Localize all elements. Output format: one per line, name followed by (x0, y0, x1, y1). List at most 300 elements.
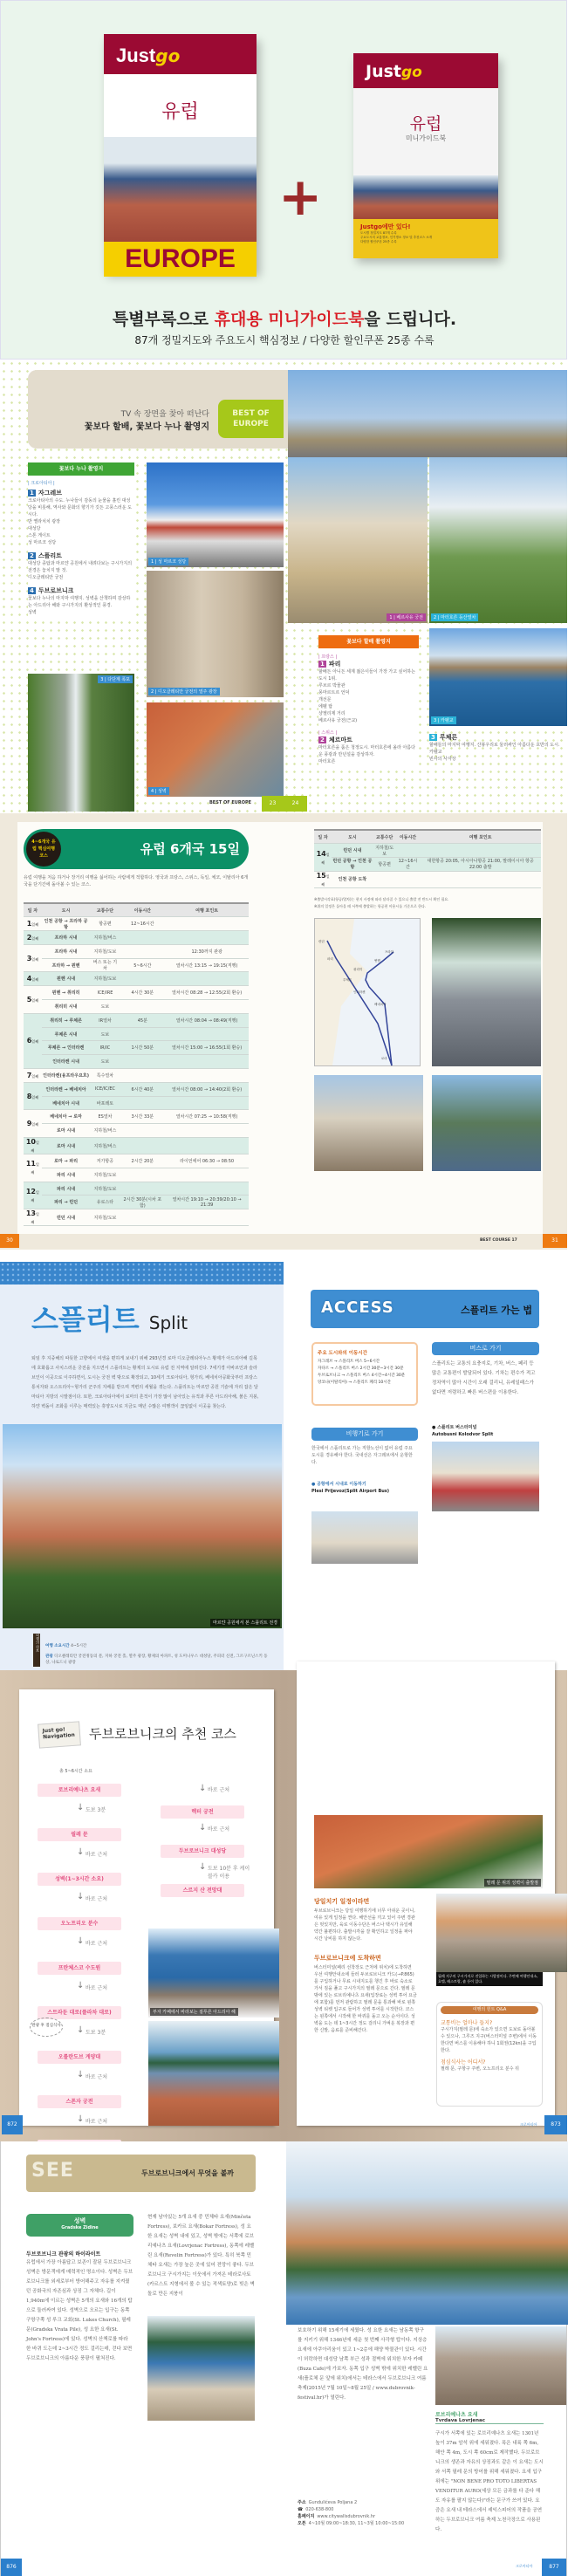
table-row (24, 1082, 249, 1096)
qa-question: 교통비는 얼마나 들지? (441, 2020, 493, 2026)
split-body: 퇴임 후 지중해의 따뜻한 고향에서 여생을 편하게 보내기 위해 293년경 로마 디오클레티아누스 황제가 아드리아해 길목에 호화롭고 사치스러운 궁전을 지으면서 스플리트는 황제의 도시로 유럽 전 지역에 알려진다. 7세기경 아바르인과 슬라브인이 이곳으로 이주하면서, 도시는 궁전 벽 밖으로 확장되고, 10세기 크로아티아, 헝가리, 베네치아공화국부터 프랑스 통치자와 오스트리아~헝가리 군주의 지배를 받으며 격변의 세월을 겪는다. 스플리트는 마르얀 공원 기슭에 자리 잡은 달마티아 지방의 시발점이다. 또한, 크로아티아에서 로마의 흔적이 가장 많이 남아있는 유적과 푸른 아드리아해, 붉은 지붕, 하얀 벽돌이 조화를 이루는 매력있는 휴양도시로 지금도 매년 수많은 여행객이 끊임없이 이곳을 찾는다. (31, 1356, 259, 1409)
info-row (298, 2499, 428, 2506)
item-name (28, 552, 134, 560)
tip-key: 여행 소요시간 (45, 1644, 70, 1648)
course-total: 총 5~6시간 소요 (59, 1769, 92, 1774)
right-bar: 꽃보다 할배 촬영지 (318, 635, 419, 648)
item-desc: 마터호른을 품은 청정도시. 마터호른에 올라 아름다운 풍광과 만년설을 감상하자. (318, 745, 415, 757)
tag-line: Just go! (42, 1726, 66, 1735)
page-number: 877 (542, 2559, 566, 2576)
item-title: 스플리트 (38, 552, 62, 559)
airport-sub: Plesi Prijevoz(Split Airport Bus) (311, 1489, 390, 1494)
mini-yellow-band (353, 219, 498, 258)
item-desc: 할배들의 마지막 여행지. 산봉우리로 둘러싸인 아름다운 호반의 도시. (429, 743, 560, 748)
day-suffix: 일째 (31, 956, 39, 962)
mini-title: 유럽 (409, 114, 442, 134)
time-cell: 3시간 33분 (120, 1110, 165, 1124)
transport-cell: 지하철/도보 (90, 1168, 120, 1182)
info-key: 홈페이지 (298, 2514, 315, 2519)
course-stop: 오노프리오 분수 (38, 1917, 121, 1930)
transport-cell: 유로스타 (90, 1196, 120, 1209)
see-col4: 구시가 서쪽에 있는 로브리예나츠 요새는 1301년 높이 37m 암석 위에 세워졌다. 폭은 내륙 쪽 6m, 해안 쪽 4m, 도시 쪽 60cm로 제작했다. 두브로브니크의 생존과 자유의 상징과도 같은 이 요새는 도시와 서쪽 필레 문의 방어를 위해 세워졌다. 요새 입구 위에는 "NON BENE PRO TOTO LIBERTAS VENDITUR AURO(세상 모든 금과를 다 준다 해도 자유를 팔지 않는다)"라는 문구가 쓰여 있다. 요즘은 요새 내 테라스에서 셰익스피어의 작품을 공연하는 두브로브니크 여름 축제 노천극장으로 사용된다. (435, 2431, 544, 2532)
headline-highlight: 휴대용 미니가이드북 (214, 310, 365, 329)
city-cell: 인터라켄 → 베네치아 (42, 1082, 91, 1096)
mini-point: 도시별 정밀지도 87개 수록 (360, 231, 397, 235)
transport-cell: 저가항공 (90, 1154, 120, 1168)
day-cell (24, 1209, 42, 1226)
footer-right: BEST COURSE 17 (480, 1238, 517, 1243)
item-point: 마터호른 (318, 759, 336, 764)
photo-split-panorama (3, 1424, 282, 1628)
access-logo: ACCESS (321, 1298, 394, 1317)
tip-value: 디오클레티안 궁전정동의 문, 지하 궁전 홀, 열주 광장, 황제의 아파트, 성 도미니우스 대성당, 주피터 신전, 그르구르닌스키 동상, 나로드니 광장 (45, 1655, 268, 1665)
page-number: 873 (544, 2115, 567, 2134)
table-row (24, 1209, 249, 1226)
main-book-cover (104, 34, 257, 273)
item-point: 베르사유 궁전(근교) (318, 718, 358, 723)
qa-question: 점심식사는 어디서? (441, 2059, 486, 2066)
day-number: 6 (26, 1037, 32, 1045)
day-suffix: 일째 (31, 935, 39, 941)
item-title: 루체른 (439, 734, 458, 741)
time-cell (120, 1182, 165, 1196)
course-stop: 필레 문 (38, 1828, 121, 1841)
table-row (24, 1196, 249, 1209)
split-title-en: Split (148, 1312, 188, 1333)
item-title: 두브로브니크 (38, 587, 74, 594)
course-stop: 두브로브니크 대성당 (161, 1845, 244, 1858)
map-city-label: 루체른 (343, 978, 352, 982)
see-header (26, 2155, 256, 2192)
city-cell: 런던 시내 (332, 844, 373, 858)
item-name (318, 660, 419, 668)
itinerary-table-continued (314, 829, 541, 888)
city-cell: 로마 → 파리 (42, 1154, 91, 1168)
time-cell: 1시간 50분 (120, 1041, 165, 1055)
column-header: 교통수단 (373, 830, 396, 844)
table-row (24, 972, 249, 986)
mini-book-cover (353, 53, 498, 256)
city-cell: 파리 시내 (42, 1182, 91, 1196)
point-cell: 라이언에어 06:30 → 08:50 (165, 1154, 249, 1168)
terminal-en: Autobusni Kolodvor Split (432, 1432, 494, 1437)
item-title: 파리 (328, 661, 341, 668)
mini-point: 다양한 할인쿠폰 25종 수록 (360, 240, 397, 243)
table-row (24, 1000, 249, 1014)
transport-cell: 항공편 (90, 917, 120, 931)
city-cell: 루체른 → 인터라켄 (42, 1041, 91, 1055)
item-subtitle: 두브로브니크 관광의 하이라이트 (26, 2251, 101, 2257)
item-number: 3 (431, 734, 435, 741)
note: ※위의 일정은 돌아올 때 서쪽에 출발하는 항공편 이용시를 기준으로 한다. (314, 904, 427, 908)
map-city-label: 로마 (381, 1057, 387, 1060)
see-col3: 보호하기 위해 15세기에 세웠다. 성 요한 요새는 남동쪽 항구를 지키기 위해 1346년에 세운 첫 번째 사각형 탑이다. 지상층 요새에 아쿠아리움이 있고 1~2층에 해양 박물관이 있다. 시간이 허락하면 대성당 남쪽 부근 성곽 절벽에 위치한 부자 카페(Buza Cafe)에 가보자. 동쪽 입구 성벽 밖에 위치한 레벨린 요새(플로체 문 앞에 위치)에서는 테라스에서 두브로브니크 여름축제(2015년 7월 10일~8월 25일 / www.dubrovnik-festival.hr)가 열린다. (298, 2328, 428, 2401)
day-suffix: 일째 (31, 1094, 39, 1100)
item2-title-ko: 로브리예나츠 요새 (435, 2412, 478, 2418)
kicker: TV 속 장면을 찾아 떠난다 (120, 410, 209, 419)
table-row (24, 958, 249, 972)
day-suffix: 일째 (31, 1122, 39, 1127)
mini-point: 주요도시의 교통정보, 인기명소 정보 및 추천코스 소개 (360, 236, 433, 239)
table-row (24, 1096, 249, 1110)
travel-time-line: 앙코나(이탈리아) → 스플리트 페리 10시간 (318, 1380, 391, 1385)
table-row (24, 1069, 249, 1083)
item-point: 반 옐라치치 광장 (28, 519, 60, 524)
photo-diocletian (147, 571, 284, 697)
access-title: 스플리트 가는 법 (460, 1305, 532, 1316)
city-cell: 프라하 → 뮌헨 (42, 958, 91, 972)
point-cell: 열차시간 08:00 → 14:40(2회 환승) (165, 1082, 249, 1096)
spread-itinerary (0, 813, 567, 1250)
table-row (24, 931, 249, 945)
item-number: 2 (320, 736, 325, 743)
mini-subtitle: 미니가이드북 (405, 134, 447, 142)
terminal-title: ● 스플리트 버스터미널 (432, 1425, 477, 1430)
item-number: 1 (320, 661, 325, 668)
transport-cell: 지하철/버스 (90, 1138, 120, 1154)
course-stop: 프란체스코 수도원 (38, 1962, 121, 1975)
point-cell (165, 931, 249, 945)
day-cell (314, 844, 332, 872)
filming-site (28, 489, 134, 546)
travel-time-box (311, 1342, 418, 1406)
city-cell: 베네치아 → 로마 (42, 1110, 91, 1124)
city-cell: 런던 공항 → 인천 공항 (332, 859, 373, 871)
subline: 87개 정밀지도와 주요도시 핵심정보 / 다양한 할인쿠폰 25종 수록 (134, 334, 435, 346)
item-desc: 대성당 종탑과 마르얀 공원에서 내려다보는 구시가지의 전경은 놓치지 말 것. (28, 561, 133, 573)
arrow-down-icon: ↓ (199, 1862, 207, 1872)
day-suffix: 일째 (31, 1141, 39, 1154)
course-transfer: 바로 근처 (86, 2119, 108, 2125)
day-number: 4 (26, 975, 32, 983)
map-city-label: 인터라켄 (353, 990, 366, 994)
spread-title: 꽃보다 할배, 꽃보다 누나 촬영지 (84, 422, 209, 432)
daytrip-title: 당일치기 일정이라면 (314, 1898, 370, 1905)
info-value: 4~10월 09:00~18:30, 11~3월 10:00~15:00 (308, 2521, 405, 2526)
page-number: 24 (284, 796, 307, 812)
route-map (314, 918, 421, 1066)
page-number: 872 (2, 2115, 23, 2134)
city-cell: 뮌헨 시내 (42, 972, 91, 986)
transport-cell: IR/IC (90, 1041, 120, 1055)
course-title: 두브로브니크의 추천 코스 (89, 1726, 236, 1742)
spread-see (0, 2141, 567, 2576)
page-right-label: 크로아티아 (520, 2122, 537, 2127)
photo-city-walls (147, 702, 284, 797)
point-cell (165, 1055, 249, 1069)
filming-site (318, 730, 419, 765)
point-cell: 열차시간 19:10 → 20:39/20:10 → 21:39 (165, 1196, 249, 1209)
headline (1, 306, 568, 330)
point-cell (165, 917, 249, 931)
tips-label: 여행의 힌트 (33, 1634, 40, 1667)
course-transfer: 바로 근처 (86, 1941, 108, 1947)
column-header: 이동시간 (120, 903, 165, 917)
transport-cell: 지하철/도보 (90, 944, 120, 958)
note: ※출발시각표(항공/열차)는 현지 사정에 따라 달라질 수 있으니 출발 전 반드시 확인 필요. (314, 897, 449, 901)
info-row (298, 2513, 428, 2520)
course-stop: 로브리예나츠 요새 (38, 1784, 121, 1797)
access-header (311, 1290, 539, 1328)
city-cell: 루체른 시내 (42, 1027, 91, 1041)
item-title-en: Gradske Zidine (61, 2225, 99, 2230)
info-value: www.citywallsdubrovnik.hr (317, 2514, 376, 2519)
column-header: 도시 (332, 830, 373, 844)
photo-city-1 (314, 1075, 423, 1171)
day-suffix: 일째 (31, 1073, 39, 1079)
city-cell: 인천 공항 → 프라하 공항 (42, 917, 91, 931)
spread-course (0, 1670, 567, 2141)
course-transfer: 바로 근처 (86, 2074, 108, 2080)
arrow-down-icon: ↓ (77, 1803, 85, 1812)
transport-cell: 지하철/도보 (373, 844, 396, 858)
day-suffix: 일째 (31, 1039, 39, 1045)
photo-lokrum (148, 2021, 279, 2126)
course-transfer: 도보 3분 (86, 1807, 106, 1813)
caption: 2 | 마터호른 등산열차 (431, 613, 478, 621)
itinerary-title: 유럽 6개국 15일 (140, 841, 240, 857)
course-transfer: 바로 근처 (86, 1852, 108, 1858)
transport-cell: 지하철/도보 (90, 1182, 120, 1196)
caption: 4 | 성벽 (148, 787, 169, 795)
split-title-ko: 스플리트 (31, 1303, 140, 1336)
info-key: 주소 (298, 2500, 306, 2505)
time-cell (120, 972, 165, 986)
map-city-label: 파리 (327, 957, 333, 961)
day-cell (314, 871, 332, 887)
route-map-lines (315, 919, 420, 1065)
page-right-label: 크로아티아 (516, 2564, 533, 2568)
item-point: 샹젤리제 거리 (318, 711, 346, 716)
see-col1: 유럽에서 가장 아름답고 보존이 잘된 두브로브니크 성벽은 방문객에게 매력적인 명소이다. 성벽은 두브로브니크를 외세로부터 방어해주고 자유를 지켜줬던 공화국의 자존심과 상징 그 자체다. 길이 1,940m에 이르는 성벽은 5개의 요새와 16개의 탑으로 둘러싸여 있다. 성벽으로 오르는 입구는 동쪽 구항구쪽 성 루크 교회(St. Lukes Church), 필레 문(Gradska Vrata Pile), 성 요한 요새(St. John's Fortress)에 있다. 성벽의 산책로를 따라 한 바퀴 도는데 2~3시간 정도 걸리는데, 걷다 보면 두브로브니크의 아름다운 풍광이 펼쳐진다. (26, 2260, 133, 2361)
item-point: 개선문 (318, 697, 332, 702)
day-number: 10 (25, 1138, 36, 1147)
time-cell: 12~16시간 (396, 858, 421, 872)
day-cell (24, 972, 42, 986)
item-title: 체르마트 (328, 736, 352, 743)
city-cell: 취리히 시내 (42, 1000, 91, 1014)
itinerary-badge: 4~6개국 유럽 핵심여행 코스 (26, 832, 61, 867)
arrow-down-icon: ↓ (77, 1936, 85, 1946)
transport-cell: 도보 (90, 1055, 120, 1069)
day-cell (24, 1013, 42, 1068)
day-suffix: 일째 (31, 1212, 39, 1225)
time-cell (120, 1055, 165, 1069)
plus-icon: + (278, 167, 323, 228)
brand-go: go (155, 45, 181, 66)
footer-left: BEST OF EUROPE (209, 800, 252, 805)
point-cell (165, 1138, 249, 1154)
transport-cell: 도보 (90, 1000, 120, 1014)
cover-photo (104, 137, 257, 242)
point-cell (165, 1124, 249, 1138)
photo-airport (311, 1511, 418, 1564)
info-value: 020-638-800 (305, 2507, 334, 2512)
time-cell: 5~6시간 (120, 958, 165, 972)
day-number: 15 (316, 871, 326, 880)
tip-key: 관광 (45, 1655, 53, 1659)
day-cell (24, 1154, 42, 1182)
point-cell (420, 844, 541, 858)
point-cell: 열차시간 08:04 → 08:49(직행) (165, 1013, 249, 1027)
day-number: 5 (26, 996, 32, 1004)
point-cell: 열차시간 08:28 → 12:55(2회 환승) (165, 986, 249, 1000)
day-cell (24, 1069, 42, 1083)
transport-cell: 항공편 (373, 858, 396, 872)
city-cell: 인천 공항 도착 (332, 871, 373, 887)
day-cell (24, 1138, 42, 1154)
caption: 부자 카페에서 바라보는 짙푸른 아드리아 해 (150, 2008, 238, 2016)
transport-cell: ICE/IRE (90, 986, 120, 1000)
map-city-label: 프라하 (385, 950, 394, 954)
time-cell: 4시간 30분 (120, 986, 165, 1000)
photo-buza-cafe (148, 1929, 279, 2018)
filming-site (28, 552, 134, 581)
navigation-tag (38, 1721, 81, 1748)
photo-pile-square (436, 1894, 567, 1972)
day-cell (24, 1082, 42, 1110)
point-cell (165, 1027, 249, 1041)
item-point: 에펠 탑 (318, 704, 333, 709)
city-cell: 런던 시내 (42, 1209, 91, 1226)
info-key: ☎ (298, 2507, 304, 2512)
qa-answer: 필레 문, 구항구 주변, 오노프리오 분수 뒤 (441, 2066, 519, 2072)
course-stop: 오를란도브 게양대 (38, 2051, 121, 2064)
caption: 3 | 다단계 폭포 (98, 675, 133, 683)
caption: 3 | 카펠교 (431, 716, 456, 724)
time-cell (396, 844, 421, 858)
mini-slogan: Justgo에만 있다! (360, 223, 411, 230)
transport-cell: ES열차 (90, 1110, 120, 1124)
course-transfer: 도보 3분 (86, 2030, 106, 2036)
item-name (28, 586, 134, 595)
column-header: 여행 포인트 (420, 830, 541, 844)
mini-brand-just: Just (366, 62, 401, 81)
right-item-list (318, 654, 419, 765)
city-cell: 인터라켄 시내 (42, 1055, 91, 1069)
city-cell: 프라하 시내 (42, 931, 91, 945)
time-cell (120, 931, 165, 945)
transport-cell: 지하철/버스 (90, 931, 120, 945)
itinerary-intro: 유럽 여행을 처음 하거나 장거리 여행을 싫어하는 사람에게 적합하다. 영국과 프랑스, 스위스, 독일, 체코, 이탈리아 6개국을 단기간에 돌아볼 수 있는 코스. (24, 875, 249, 887)
travel-time-line: 자그레브 → 스플리트 버스 5~6시간 (318, 1360, 380, 1364)
item-desc: 꽃보다 누나의 마지막 여행지. 성벽을 산책하며 감상하는 아드리아 해와 구시가지의 환상적인 풍경. (28, 596, 131, 608)
day-number: 7 (26, 1071, 32, 1079)
photo-dubrovnik-coast (286, 2141, 568, 2325)
photo-versailles (288, 457, 428, 623)
course-stop: 스트라둔 대로(플라차 대로) (38, 2006, 121, 2019)
table-row (24, 1182, 249, 1196)
photo-pile-gate (314, 1815, 543, 1888)
city-cell: 파리 → 런던 (42, 1196, 91, 1209)
day-cell (24, 1182, 42, 1209)
spread-best-of-europe (0, 360, 567, 813)
itinerary-table (24, 902, 249, 1226)
qa-box (436, 2002, 543, 2107)
arrow-down-icon: ↓ (199, 1823, 207, 1833)
table-row (24, 1027, 249, 1041)
column-header: 여행 포인트 (165, 903, 249, 917)
travel-time-line: 자다르 → 스플리트 버스 2시간 30분~3시간 30분 (318, 1367, 404, 1371)
item-desc: 크로아티아의 수도. 누나들이 감동의 눈물을 흘린 대성당을 비롯해, 역사와 문화의 향기가 깃든 고풍스러운 도시다. (28, 498, 132, 517)
day-cell (24, 1110, 42, 1138)
day-suffix: 일째 (31, 1189, 39, 1202)
day-suffix: 일째 (31, 977, 39, 983)
mini-cover-photo (353, 175, 498, 219)
point-cell (420, 871, 541, 887)
item-number: 1 (30, 490, 34, 497)
transport-cell: 도보 (90, 1027, 120, 1041)
item-point: 카펠교 (429, 750, 442, 755)
time-cell: 6시간 40분 (120, 1082, 165, 1096)
star-band (0, 1262, 284, 1285)
tag-line: Navigation (42, 1731, 76, 1741)
time-cell (120, 944, 165, 958)
day-cell (24, 944, 42, 972)
table-row (24, 944, 249, 958)
time-cell (120, 1138, 165, 1154)
spread-split (0, 1250, 567, 1670)
item-point: 대성당 (28, 526, 41, 531)
arrow-down-icon: ↓ (77, 1981, 85, 1990)
time-cell: 2시간 20분 (120, 1154, 165, 1168)
daytrip-text: 두브로브니크는 당일 여행하기에 너무 아쉬운 곳이니, 여유 있게 일정을 짠다. 해안선을 끼고 있어 주변 경관은 멋있지만, 육로 이동수단은 버스나 택시가 유일해 약간 불편하다. 출발시각을 잘 확인하고 일정을 짜야 시간 낭비를 하지 않는다. (314, 1908, 415, 1942)
time-cell: 45분 (120, 1013, 165, 1027)
item2-title (435, 2410, 544, 2424)
time-cell (120, 1027, 165, 1041)
page-number: 876 (1, 2559, 22, 2576)
country-label: | 크로아티아 | (28, 481, 55, 486)
page-number: 31 (543, 1234, 567, 1248)
column-header: 교통수단 (90, 903, 120, 917)
table-row (314, 858, 541, 872)
course-transfer: 바로 근처 (208, 1787, 230, 1793)
time-cell (120, 1209, 165, 1226)
transport-cell: ICE/IC/EC (90, 1082, 120, 1096)
table-row (24, 986, 249, 1000)
plane-text: 한국에서 스플리트로 가는 직항노선이 없어 유럽 주요 도시를 경유해야 한다. 국내선은 자그레브에서 운항한다. (311, 1446, 413, 1465)
note-bubble: 관광 후 점심식사 (30, 2018, 63, 2037)
page-number: 30 (0, 1234, 19, 1248)
arrow-down-icon: ↓ (199, 1784, 207, 1793)
see-info (298, 2499, 428, 2527)
day-number: 14 (316, 849, 326, 858)
point-cell: 열차시간 07:25 → 10:58(직행) (165, 1110, 249, 1124)
table-row (24, 1013, 249, 1027)
photo-city-2 (432, 1075, 541, 1171)
photo-waterfall (28, 674, 134, 812)
city-cell: 베네치아 시내 (42, 1096, 91, 1110)
time-cell (120, 1096, 165, 1110)
photo-matterhorn-train (429, 457, 567, 623)
point-cell: 12:30까지 관광 (165, 944, 249, 958)
tip-item (45, 1654, 272, 1666)
table-row (24, 1168, 249, 1182)
item-point: 몽마르트르 언덕 (318, 690, 350, 695)
photo-bus-terminal (432, 1442, 539, 1511)
item-number: 2 (30, 552, 34, 559)
time-cell (120, 1000, 165, 1014)
see-title: 두브로브니크에서 무엇을 볼까 (141, 2169, 235, 2177)
item-desc: 할배든 아니든 세계 젊은이들이 가장 가고 싶어하는 도시 1위. (318, 669, 415, 682)
column-header: 도시 (42, 903, 91, 917)
time-cell (120, 1124, 165, 1138)
transport-cell: 지하철/도보 (90, 972, 120, 986)
column-header: 일 자 (314, 830, 332, 844)
arrow-down-icon: ↓ (77, 2070, 85, 2079)
caption: 1 | 성 마르코 성당 (148, 558, 188, 565)
europe-band: EUROPE (104, 242, 257, 277)
